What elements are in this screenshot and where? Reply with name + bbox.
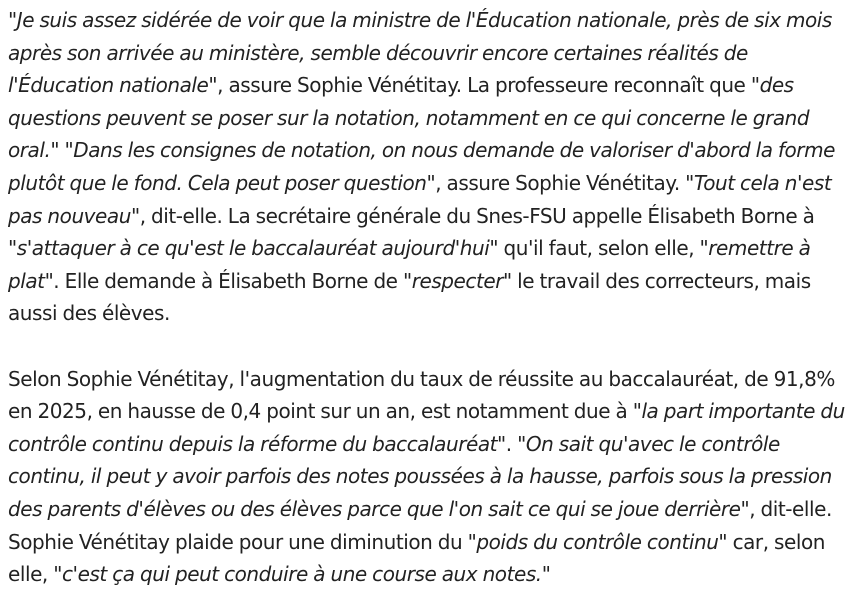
paragraph [8,4,850,330]
body-text: " qu'il faut, selon elle, " [489,236,709,261]
quote-text: remettre à plat [8,236,811,293]
quote-text: s'attaquer à ce qu'est le baccalauréat aujourd'hui [16,236,490,261]
body-text: " car, selon elle, " [8,529,825,587]
quote-text: des questions peuvent se poser sur la notation, notamment en ce qui concerne le grand oral. [8,73,810,163]
quote-text: la part importante du contrôle continu depuis la réforme du baccalauréat [8,399,845,456]
quote-text: On sait qu'avec le contrôle continu, il peut y avoir parfois des notes poussées à la hausse, parfois sous la pression des parents d'élèves ou des élèves parce que l'on sait ce qui se joue derrière [8,431,832,521]
quote-text: Tout cela n'est pas nouveau [8,170,832,228]
body-text: ", assure Sophie Vénétitay. " [426,170,694,195]
quote-text: poids du contrôle continu [476,529,719,554]
body-text: ", assure Sophie Vénétitay. La professeure reconnaît que " [208,73,760,98]
quote-text: c'est ça qui peut conduire à une course aux notes. [62,562,542,587]
body-text: " " [50,138,74,163]
quote-text: Dans les consignes de notation, on nous demande de valoriser d'abord la forme plutôt que le fond. Cela peut poser question [8,138,835,195]
body-text: ". " [497,431,526,456]
quote-text: respecter [411,268,503,293]
quote-text: "Je suis assez sidérée de voir que la ministre de l'Éducation nationale, près de six mois après son arrivée au ministère, semble découvrir encore certaines réalités de l'Éducation nationale [8,8,832,98]
body-text: ", dit-elle. La secrétaire générale du Snes-FSU appelle Élisabeth Borne à " [8,203,815,261]
paragraph [8,363,850,591]
body-text: " [541,562,551,587]
body-text: ". Elle demande à Élisabeth Borne de " [44,268,412,293]
body-text: Selon Sophie Vénétitay, l'augmentation du taux de réussite au baccalauréat, de 91,8% en 2025, en hausse de 0,4 point sur un an, est notamment due à " [8,366,835,424]
body-text: " le travail des correcteurs, mais aussi des élèves. [8,268,811,326]
body-text: ", dit-elle. Sophie Vénétitay plaide pour une diminution du " [8,496,832,554]
